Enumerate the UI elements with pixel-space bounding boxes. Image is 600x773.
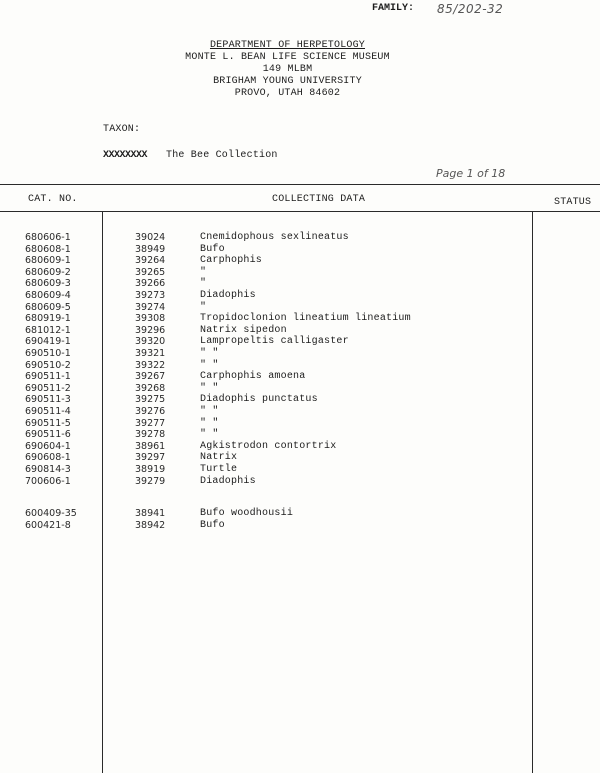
table-row [0, 348, 600, 360]
catalog-number: 680608-1 [25, 243, 71, 255]
catalog-number: 690511-1 [25, 371, 71, 383]
specimen-number: 39308 [135, 313, 166, 325]
struck-out-text: XXXXXXXX [103, 150, 148, 161]
table-header-rule [0, 211, 600, 212]
catalog-number: 690604-1 [25, 440, 71, 452]
species-name: Bufo woodhousii [200, 508, 294, 519]
specimen-number: 39275 [135, 394, 166, 406]
specimen-number: 39278 [135, 429, 166, 441]
species-name: Turtle [200, 464, 238, 475]
catalog-number: 680609-3 [25, 278, 71, 290]
specimen-number: 38942 [135, 520, 166, 531]
table-row [0, 244, 600, 256]
table-row [0, 336, 600, 348]
taxon-label: TAXON: [103, 124, 141, 135]
species-name: " [200, 266, 207, 278]
page-note: Page 1 of 18 [436, 167, 506, 180]
catalog-number: 680609-2 [25, 266, 71, 278]
species-name: Carphophis amoena [200, 371, 306, 383]
specimen-number: 39277 [135, 417, 166, 429]
table-row [0, 232, 600, 244]
table-row [0, 406, 600, 418]
catalog-number: 681012-1 [25, 324, 71, 336]
table-row [0, 325, 600, 337]
table-top-rule [0, 184, 600, 185]
catalog-number: 690511-6 [25, 429, 71, 441]
header-status: STATUS [554, 197, 592, 208]
catalog-number: 690511-4 [25, 406, 71, 417]
species-name: Lampropeltis calligaster [200, 336, 349, 348]
table-row [0, 383, 600, 395]
specimen-number: 38941 [135, 508, 166, 519]
specimen-number: 39266 [135, 278, 166, 290]
letterhead [0, 40, 575, 100]
species-name: Tropidoclonion lineatium lineatium [200, 313, 411, 325]
specimen-number: 39274 [135, 301, 166, 313]
catalog-number: 690510-1 [25, 348, 71, 359]
header-collecting-data: COLLECTING DATA [272, 194, 366, 205]
table-row [0, 360, 600, 372]
species-name: " [200, 301, 207, 313]
table-row [0, 508, 600, 520]
table-row [0, 290, 600, 302]
species-name: " " [200, 429, 219, 441]
family-value: 85/202-32 [437, 2, 504, 16]
species-name: " " [200, 359, 219, 371]
specimen-number: 39267 [135, 371, 166, 383]
specimen-number: 39296 [135, 324, 166, 336]
catalog-number: 690511-2 [25, 382, 71, 394]
specimen-number: 39268 [135, 382, 166, 394]
catalog-number: 600409-35 [25, 508, 77, 519]
species-name: " " [200, 406, 219, 417]
table-row [0, 464, 600, 476]
collection-name: The Bee Collection [166, 150, 278, 161]
specimen-number: 39322 [135, 359, 166, 371]
species-name: Natrix [200, 452, 238, 464]
table-row [0, 255, 600, 267]
catalog-number: 680609-4 [25, 290, 71, 301]
specimen-number: 38949 [135, 243, 166, 255]
table-row [0, 520, 600, 532]
table-row [0, 267, 600, 279]
specimen-number: 38919 [135, 464, 166, 475]
room-number: 149 MLBM [262, 64, 313, 75]
species-name: Cnemidophous sexlineatus [200, 232, 349, 243]
specimen-number: 39297 [135, 452, 166, 464]
specimen-number: 39320 [135, 336, 166, 348]
table-row [0, 394, 600, 406]
species-name: Diadophis [200, 475, 256, 487]
specimen-number: 39273 [135, 290, 166, 301]
specimen-number: 39321 [135, 348, 166, 359]
university-name: BRIGHAM YOUNG UNIVERSITY [213, 76, 362, 87]
catalog-number: 680609-5 [25, 301, 71, 313]
table-row [0, 429, 600, 441]
specimen-number: 39024 [135, 232, 166, 243]
museum-name: MONTE L. BEAN LIFE SCIENCE MUSEUM [185, 52, 390, 63]
species-name: Agkistrodon contortrix [200, 440, 337, 452]
specimen-number: 39265 [135, 266, 166, 278]
table-row [0, 278, 600, 290]
family-label: FAMILY: [372, 3, 415, 14]
city-address: PROVO, UTAH 84602 [234, 88, 341, 99]
table-row [0, 476, 600, 488]
catalog-number: 600421-8 [25, 520, 71, 531]
species-name: Carphophis [200, 255, 263, 267]
species-name: " " [200, 348, 219, 359]
specimen-number: 39264 [135, 255, 166, 267]
catalog-number: 700606-1 [25, 475, 71, 487]
species-name: Bufo [200, 520, 225, 531]
table-row [0, 371, 600, 383]
catalog-number: 680919-1 [25, 313, 71, 325]
catalog-number: 690419-1 [25, 336, 71, 348]
header-cat-no: CAT. NO. [28, 194, 78, 205]
table-row [0, 313, 600, 325]
species-name: " " [200, 382, 219, 394]
species-name: Diadophis [200, 290, 256, 301]
species-name: " " [200, 417, 219, 429]
specimen-number: 38961 [135, 440, 166, 452]
species-name: Bufo [200, 243, 225, 255]
specimen-number: 39279 [135, 475, 166, 487]
catalog-number: 690510-2 [25, 359, 71, 371]
species-name: " [200, 278, 207, 290]
catalog-number: 680606-1 [25, 232, 71, 243]
table-row [0, 452, 600, 464]
species-name: Natrix sipedon [200, 324, 287, 336]
catalog-number: 680609-1 [25, 255, 71, 267]
catalog-number: 690608-1 [25, 452, 71, 464]
table-row [0, 302, 600, 314]
table-row [0, 441, 600, 453]
catalog-number: 690814-3 [25, 464, 71, 475]
specimen-number: 39276 [135, 406, 166, 417]
species-name: Diadophis punctatus [200, 394, 318, 406]
table-row [0, 418, 600, 430]
catalog-number: 690511-3 [25, 394, 71, 406]
catalog-number: 690511-5 [25, 417, 71, 429]
department-name: DEPARTMENT OF HERPETOLOGY [209, 40, 366, 51]
